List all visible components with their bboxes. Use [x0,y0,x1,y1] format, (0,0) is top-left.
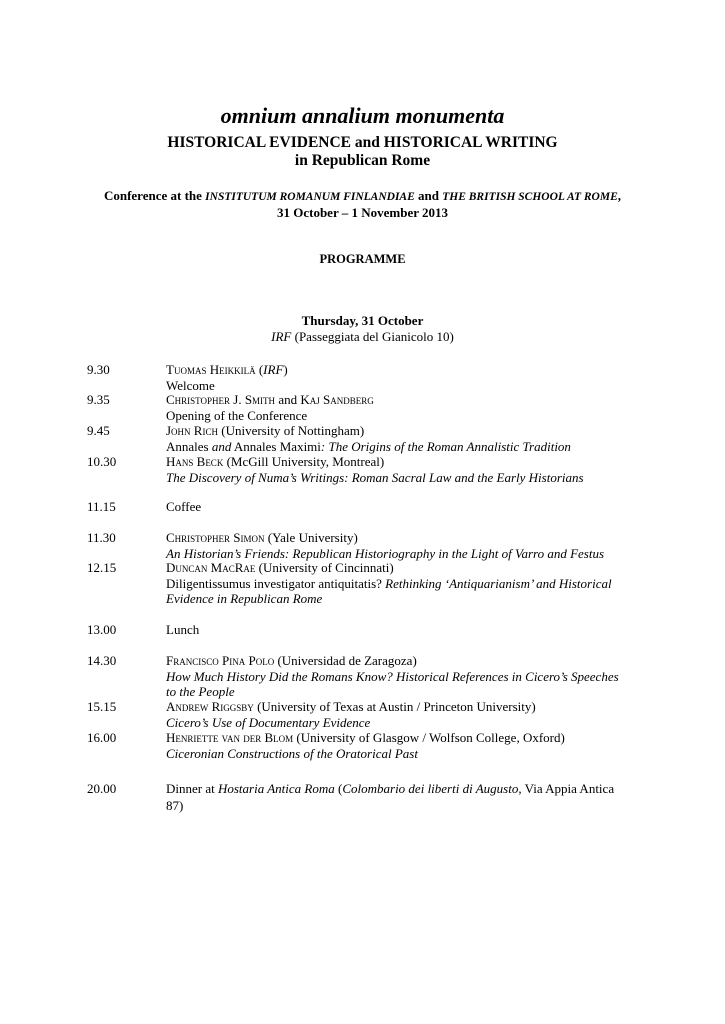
break-label: Coffee [166,499,202,514]
conference-suffix: , [617,188,622,203]
dinner-location: Colombario dei liberti di Augusto [342,781,519,796]
speaker-name: Christopher Simon [166,530,265,545]
entry-time: 15.15 [87,699,117,714]
talk-title-part: Annales Maximi [231,438,321,454]
affiliation: IRF [263,362,284,377]
speaker-name: Francisco Pina Polo [166,653,275,668]
dinner-venue: Hostaria Antica Roma [217,781,335,796]
talk-title: An Historian’s Friends: Republican Historiography in the Light of Varro and Festus [166,545,605,561]
affiliation: (University of Cincinnati) [255,560,394,575]
dinner-part: Dinner at [166,781,218,796]
session-title: Opening of the Conference [166,407,308,423]
affiliation: (University of Glasgow / Wolfson College, Oxford) [293,730,565,745]
affiliation: (University of Texas at Austin / Princeton University) [253,699,536,714]
affiliation: (McGill University, Montreal) [223,454,385,469]
entry-time: 10.30 [87,454,117,469]
entry-time: 9.45 [87,423,110,438]
venue-address: (Passeggiata del Gianicolo 10) [291,329,454,344]
dinner-details-cont: 87) [166,798,184,813]
entry-time: 13.00 [87,622,117,637]
entry-time: 12.15 [87,560,117,575]
talk-title: Cicero’s Use of Documentary Evidence [166,714,371,730]
talk-title-part: and [211,438,232,454]
talk-title-part: : The Origins of the Roman Annalistic Tradition [320,438,571,454]
affiliation: (University of Nottingham) [217,423,365,438]
talk-title-cont: to the People [166,684,235,699]
talk-title-part: Diligentissumus investigator antiquitatis? [166,575,386,591]
speaker-name: Henriette van der Blom [166,730,294,745]
entry-time: 20.00 [87,781,117,796]
entry-time: 16.00 [87,730,117,745]
affiliation: (Universidad de Zaragoza) [274,653,417,668]
talk-title-part: Annales [166,438,212,454]
talk-title-part: Rethinking ‘Antiquarianism’ and Historical [385,575,612,591]
break-label: Lunch [166,622,200,637]
entry-time: 14.30 [87,653,117,668]
institute-2: THE BRITISH SCHOOL AT ROME [442,191,618,203]
session-title: Welcome [166,377,215,393]
speaker-and: and [275,392,301,407]
conference-and: and [414,188,443,203]
speaker-name: Andrew Riggsby [166,699,254,714]
talk-title [166,576,646,592]
affiliation-open: ( [255,362,264,377]
affiliation-close: ) [283,362,288,377]
subtitle-line1: HISTORICAL EVIDENCE and HISTORICAL WRITING [167,134,558,151]
talk-title: Ciceronian Constructions of the Oratorical Past [166,745,418,761]
institute-1: INSTITUTUM ROMANUM FINLANDIAE [205,191,415,203]
conference-venues [0,188,725,204]
dinner-part: ( [334,781,343,796]
conference-prefix: Conference at the [103,188,206,203]
talk-title: The Discovery of Numa’s Writings: Roman Sacral Law and the Early Historians [166,469,584,485]
speaker-name: Tuomas Heikkilä [166,362,256,377]
entry-time: 9.35 [87,392,110,407]
talk-title-cont: Evidence in Republican Rome [166,591,323,606]
programme-heading: PROGRAMME [319,252,406,266]
conference-title: omnium annalium monumenta [220,103,505,128]
entry-time: 11.30 [87,530,116,545]
talk-title [166,439,646,455]
dinner-details [166,780,646,797]
talk-title: How Much History Did the Romans Know? Historical References in Cicero’s Speeches [166,668,619,684]
entry-time: 9.30 [87,362,110,377]
speaker-name: Christopher J. Smith [166,392,276,407]
day-venue [0,329,725,345]
speaker-name: Duncan MacRae [166,560,256,575]
dinner-part: , Via Appia Antica [518,781,615,796]
subtitle-line2: in Republican Rome [294,152,431,169]
conference-dates: 31 October – 1 November 2013 [276,205,449,220]
affiliation: (Yale University) [264,530,358,545]
day-heading: Thursday, 31 October [301,313,424,328]
speaker-name-2: Kaj Sandberg [300,392,374,407]
speaker-name: Hans Beck [166,454,224,469]
speaker-name: John Rich [166,423,218,438]
venue-abbr: IRF [271,329,292,344]
entry-time: 11.15 [87,499,116,514]
